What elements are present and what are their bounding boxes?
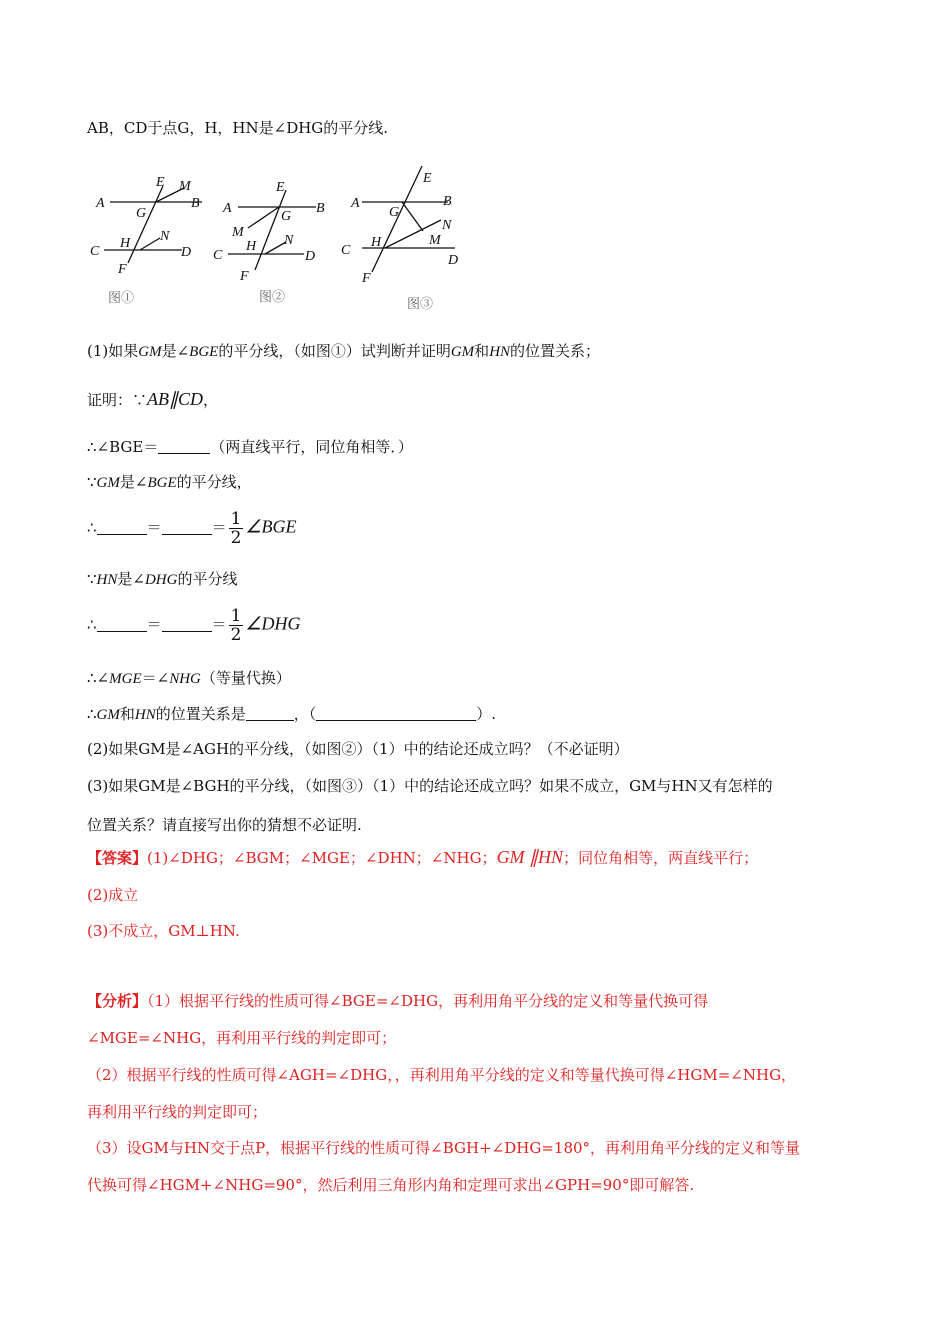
- answer-blank[interactable]: [158, 439, 210, 454]
- svg-text:图③: 图③: [407, 296, 434, 311]
- answer-line-2: (2)成立: [87, 886, 139, 904]
- svg-text:图②: 图②: [259, 289, 286, 304]
- answer-blank[interactable]: [162, 617, 212, 632]
- analysis-line-1: 【分析】（1）根据平行线的性质可得∠BGE=∠DHG，再利用角平分线的定义和等量代换可得: [87, 992, 709, 1010]
- svg-text:N: N: [284, 233, 294, 248]
- svg-text:A: A: [351, 196, 360, 211]
- svg-text:F: F: [362, 271, 371, 286]
- svg-text:N: N: [442, 218, 452, 233]
- svg-text:C: C: [341, 243, 351, 258]
- fraction-half: $\frac{1}{2}$: [230, 509, 242, 548]
- fraction-half: $\frac{1}{2}$: [230, 606, 242, 645]
- intro-text: AB，CD于点G，H，HN是∠DHG的平分线.: [87, 119, 389, 137]
- svg-text:G: G: [389, 205, 400, 220]
- svg-text:A: A: [96, 196, 105, 211]
- analysis-line-2: ∠MGE=∠NHG，再利用平行线的判定即可；: [87, 1029, 397, 1047]
- analysis-line-3: （2）根据平行线的性质可得∠AGH=∠DHG，，再利用角平分线的定义和等量代换可得∠HGM=∠NHG，: [87, 1066, 797, 1084]
- proof-line-3: ∵GM是∠BGE的平分线，: [87, 473, 252, 491]
- answer-blank[interactable]: [97, 617, 147, 632]
- svg-text:F: F: [118, 262, 127, 277]
- proof-line-6: ∴ ＝ ＝ $\frac{1}{2}$ ∠DHG: [87, 606, 301, 645]
- svg-text:M: M: [232, 225, 244, 240]
- figure-3: [335, 160, 475, 324]
- svg-text:G: G: [136, 206, 147, 221]
- answer-blank[interactable]: [246, 706, 294, 721]
- svg-text:B: B: [316, 201, 325, 216]
- answer-blank[interactable]: [97, 520, 147, 535]
- question-2: (2)如果GM是∠AGH的平分线，（如图②）（1）中的结论还成立吗？（不必证明）: [87, 740, 629, 758]
- svg-text:B: B: [191, 196, 200, 211]
- svg-text:M: M: [179, 179, 191, 194]
- svg-text:D: D: [181, 245, 192, 260]
- svg-text:G: G: [281, 209, 292, 224]
- svg-text:E: E: [423, 171, 432, 186]
- question-1: (1)如果GM是∠BGE的平分线，（如图①）试判断并证明GM和HN的位置关系；: [87, 342, 601, 360]
- answer-blank[interactable]: [316, 706, 476, 721]
- svg-text:H: H: [246, 239, 257, 254]
- svg-text:D: D: [448, 253, 459, 268]
- analysis-line-6: 代换可得∠HGM+∠NHG=90°，然后利用三角形内角和定理可求出∠GPH=90°即可解答.: [87, 1176, 695, 1194]
- svg-text:E: E: [156, 175, 165, 190]
- proof-line-5: ∵HN是∠DHG的平分线: [87, 570, 238, 588]
- svg-text:N: N: [160, 229, 170, 244]
- proof-line-1: 证明：∵AB∥CD，: [87, 389, 219, 409]
- svg-text:M: M: [429, 233, 441, 248]
- answer-line-3: (3)不成立，GM⊥HN.: [87, 922, 240, 940]
- svg-text:A: A: [223, 201, 232, 216]
- figure-2: [212, 160, 337, 314]
- proof-line-2: ∴∠BGE＝ （两直线平行，同位角相等．）: [87, 438, 413, 456]
- analysis-line-5: （3）设GM与HN交于点P，根据平行线的性质可得∠BGH+∠DHG=180°，再利用角平分线的定义和等量: [87, 1139, 801, 1157]
- svg-text:H: H: [371, 235, 382, 250]
- analysis-line-4: 再利用平行线的判定即可；: [87, 1103, 268, 1121]
- proof-line-4: ∴ ＝ ＝ $\frac{1}{2}$ ∠BGE: [87, 509, 297, 548]
- svg-text:B: B: [443, 194, 452, 209]
- svg-text:C: C: [213, 248, 223, 263]
- proof-line-8: ∴GM和HN的位置关系是 ，（ ）.: [87, 705, 497, 723]
- figure-1: [90, 160, 220, 314]
- svg-text:H: H: [120, 236, 131, 251]
- svg-text:图①: 图①: [108, 290, 135, 305]
- answer-blank[interactable]: [162, 520, 212, 535]
- question-3-line-1: (3)如果GM是∠BGH的平分线，（如图③）（1）中的结论还成立吗？如果不成立，GM与HN又有怎样的: [87, 777, 773, 795]
- question-3-line-2: 位置关系？请直接写出你的猜想不必证明.: [87, 816, 362, 834]
- proof-line-7: ∴∠MGE＝∠NHG（等量代换）: [87, 669, 291, 687]
- answer-line-1: 【答案】(1)∠DHG；∠BGM；∠MGE；∠DHN；∠NHG；GM ∥HN；同位角相等，两直线平行；: [87, 847, 759, 867]
- svg-text:F: F: [240, 269, 249, 284]
- svg-text:E: E: [276, 180, 285, 195]
- svg-text:C: C: [90, 244, 100, 259]
- svg-text:D: D: [305, 249, 316, 264]
